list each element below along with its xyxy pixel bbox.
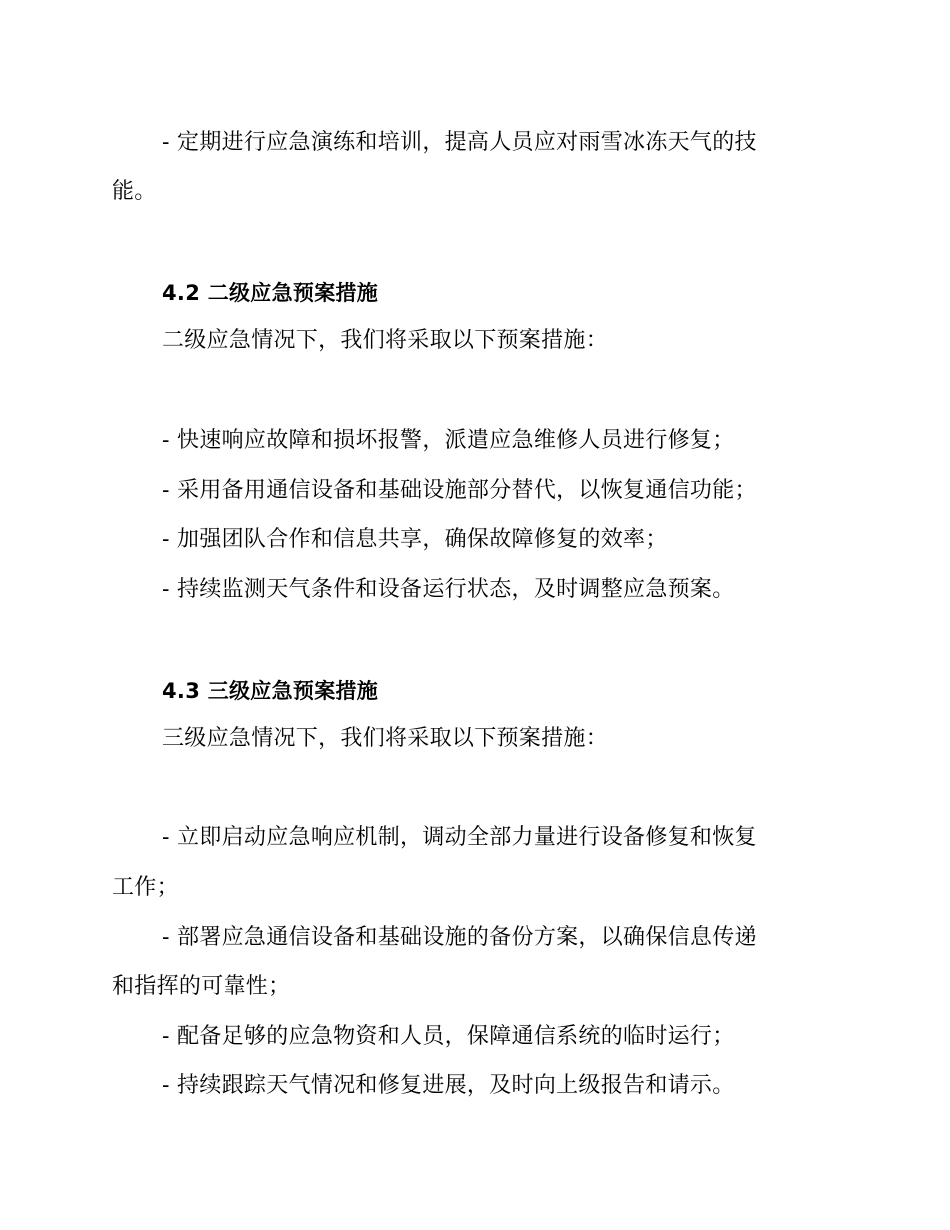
list-item-drill-training-line1: - 定期进行应急演练和培训，提高人员应对雨雪冰冻天气的技 xyxy=(162,130,757,155)
list-item-4-3-1-line2: 工作； xyxy=(112,875,179,900)
list-item-4-3-4: - 持续跟踪天气情况和修复进展，及时向上级报告和请示。 xyxy=(162,1073,735,1098)
list-item-4-3-2-line1: - 部署应急通信设备和基础设施的备份方案，以确保信息传递 xyxy=(162,925,757,950)
list-item-4-3-3: - 配备足够的应急物资和人员，保障通信系统的临时运行； xyxy=(162,1024,735,1049)
section-heading-4-2: 4.2 二级应急预案措施 xyxy=(162,281,379,305)
list-item-4-2-2: - 采用备用通信设备和基础设施部分替代，以恢复通信功能； xyxy=(162,478,757,503)
section-intro-4-2: 二级应急情况下，我们将采取以下预案措施： xyxy=(162,328,609,353)
list-item-4-2-3: - 加强团队合作和信息共享，确保故障修复的效率； xyxy=(162,527,668,552)
section-heading-4-3: 4.3 三级应急预案措施 xyxy=(162,679,379,703)
list-item-4-3-1-line1: - 立即启动应急响应机制，调动全部力量进行设备修复和恢复 xyxy=(162,825,757,850)
section-intro-4-3: 三级应急情况下，我们将采取以下预案措施： xyxy=(162,726,609,751)
list-item-4-2-1: - 快速响应故障和损坏报警，派遣应急维修人员进行修复； xyxy=(162,428,735,453)
list-item-4-2-4: - 持续监测天气条件和设备运行状态，及时调整应急预案。 xyxy=(162,577,735,602)
list-item-drill-training-line2: 能。 xyxy=(112,179,157,204)
list-item-4-3-2-line2: 和指挥的可靠性； xyxy=(112,974,291,999)
